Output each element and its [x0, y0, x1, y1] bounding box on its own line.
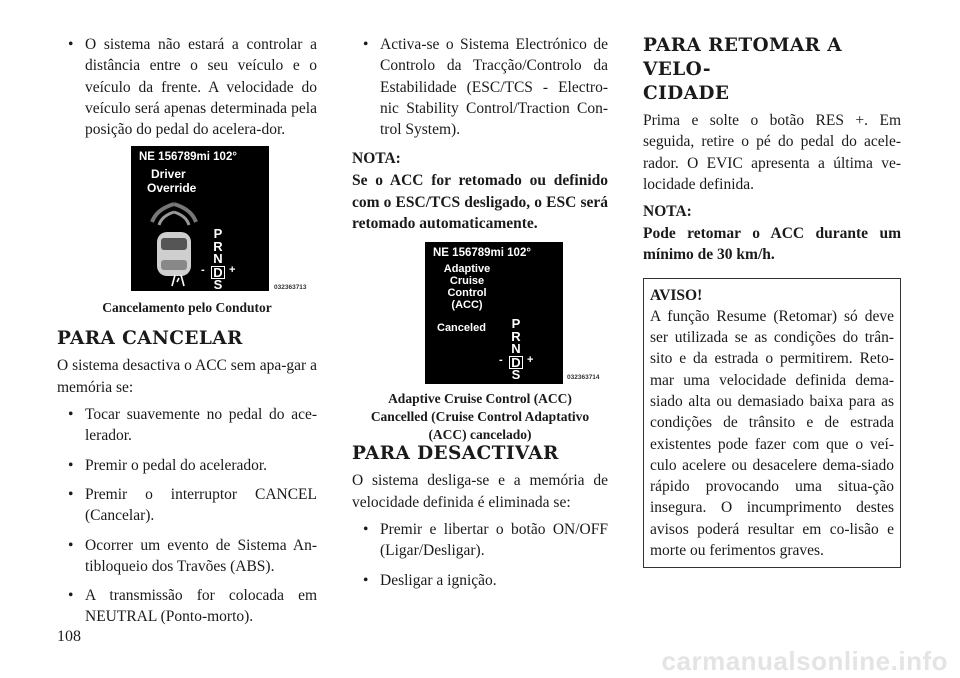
display-message-line4: (ACC)	[451, 299, 483, 312]
list-item: • A transmissão for colocada em NEUTRAL (Ponto-morto).	[57, 585, 317, 628]
paragraph-resume: Prima e solte o botão RES +. Em seguida, retire o pé do pedal do acele-rador. O EVIC apresenta a última ve-locidade definida.	[643, 112, 901, 193]
figure-code: 032363713	[274, 284, 307, 292]
page-number: 108	[57, 628, 81, 645]
gear-r: R	[511, 328, 521, 344]
list-item: • Ocorrer um evento de Sistema An-tibloqueio dos Travões (ABS).	[57, 535, 317, 578]
gear-d: D	[511, 354, 521, 370]
display-status: Canceled	[437, 322, 486, 335]
bullet-list-top	[57, 34, 317, 140]
gear-p: P	[511, 316, 521, 332]
acc-warning-icon	[169, 272, 187, 288]
paragraph-intro: O sistema desactiva o ACC sem apa-gar a memória se:	[57, 357, 317, 396]
gear-p: P	[213, 226, 223, 242]
display-message-line1: Adaptive	[443, 263, 491, 276]
plus-sign: +	[527, 354, 534, 367]
display-message-line3: Control	[447, 287, 487, 300]
plus-sign: +	[229, 264, 236, 277]
heading-para-desactivar: PARA DESACTIVAR	[352, 443, 559, 465]
warning-text: A função Resume (Retomar) só deve ser utilizada se as condições do trân-sito e da estrada o permitirem. Reto-mar uma velocidade definida dema-siado alta ou demasiado baixa para as condições de trânsito e de estrada existentes pode fazer com que o veí-culo acelere ou desacelere dema-siado rápido provocando uma situa-ção insegura. O incumprimento destes avisos poderá resultar em co-lisão e morte ou ferimentos graves.	[650, 307, 894, 560]
bullet-list-top	[352, 34, 608, 140]
caption-line: Cancelled (Cruise Control Adaptativo	[370, 409, 590, 425]
note-label: NOTA:	[352, 150, 401, 168]
display-header: NE 156789mi 102°	[139, 151, 237, 164]
paragraph-intro: O sistema desliga-se e a memória de velocidade definida é eliminada se:	[352, 472, 608, 511]
display-message-line2: Override	[147, 181, 197, 196]
list-item: • Desligar a ignição.	[352, 570, 608, 591]
gear-s: S	[213, 277, 223, 293]
display-message-line1: Driver	[151, 167, 186, 182]
list-item: • Premir o pedal do acelerador.	[57, 455, 317, 476]
car-icon	[139, 202, 209, 282]
gear-d: D	[213, 264, 223, 280]
cluster-display	[131, 146, 269, 291]
gear-n: N	[511, 341, 521, 357]
note-label: NOTA:	[643, 203, 692, 221]
warning-box	[643, 278, 901, 569]
heading-para-cancelar: PARA CANCELAR	[57, 328, 243, 350]
column-left	[57, 34, 317, 636]
minus-sign: -	[201, 264, 205, 277]
minus-sign: -	[499, 354, 503, 367]
heading-retomar-line1: PARA RETOMAR A VELO-	[643, 35, 843, 80]
gear-s: S	[511, 367, 521, 383]
figure-code: 032363714	[567, 374, 600, 382]
list-item: • Tocar suavemente no pedal do ace-lerador.	[57, 404, 317, 447]
note-text: Se o ACC for retomado ou definido com o ESC/TCS desligado, o ESC será retomado automaticamente.	[352, 172, 608, 233]
cluster-display	[425, 242, 563, 384]
warning-title: AVISO!	[650, 286, 703, 304]
heading-retomar-line2: CIDADE	[643, 83, 730, 104]
bullet-list-deactivate	[352, 519, 608, 591]
display-message-line2: Cruise	[449, 275, 485, 288]
column-right	[643, 34, 901, 568]
column-middle	[352, 34, 608, 599]
display-header: NE 156789mi 102°	[433, 247, 531, 260]
list-item: • Activa-se o Sistema Electrónico de Controlo da Tracção/Controlo da Estabilidade (ESC/TCS - Electro-nic Stability Control/Traction Con-trol System).	[352, 34, 608, 140]
figure-caption: Cancelamento pelo Condutor	[102, 300, 272, 316]
caption-line: (ACC) cancelado)	[428, 427, 532, 443]
list-item: • O sistema não estará a controlar a distância entre o seu veículo e o veículo da frente. A velocidade do veículo será apenas determinada pela posição do pedal do acelera-dor.	[57, 34, 317, 140]
note-text: Pode retomar o ACC durante um mínimo de 30 km/h.	[643, 225, 901, 264]
bullet-list-cancel	[57, 404, 317, 628]
watermark: carmanualsonline.info	[661, 646, 948, 676]
list-item: • Premir e libertar o botão ON/OFF (Ligar/Desligar).	[352, 519, 608, 562]
figure-caption	[346, 390, 614, 444]
gear-r: R	[213, 238, 223, 254]
gear-n: N	[213, 251, 223, 267]
figure-acc-canceled	[352, 242, 608, 443]
caption-line: Adaptive Cruise Control (ACC)	[388, 391, 572, 407]
list-item: • Premir o interruptor CANCEL (Cancelar).	[57, 484, 317, 527]
figure-driver-override	[57, 146, 317, 323]
